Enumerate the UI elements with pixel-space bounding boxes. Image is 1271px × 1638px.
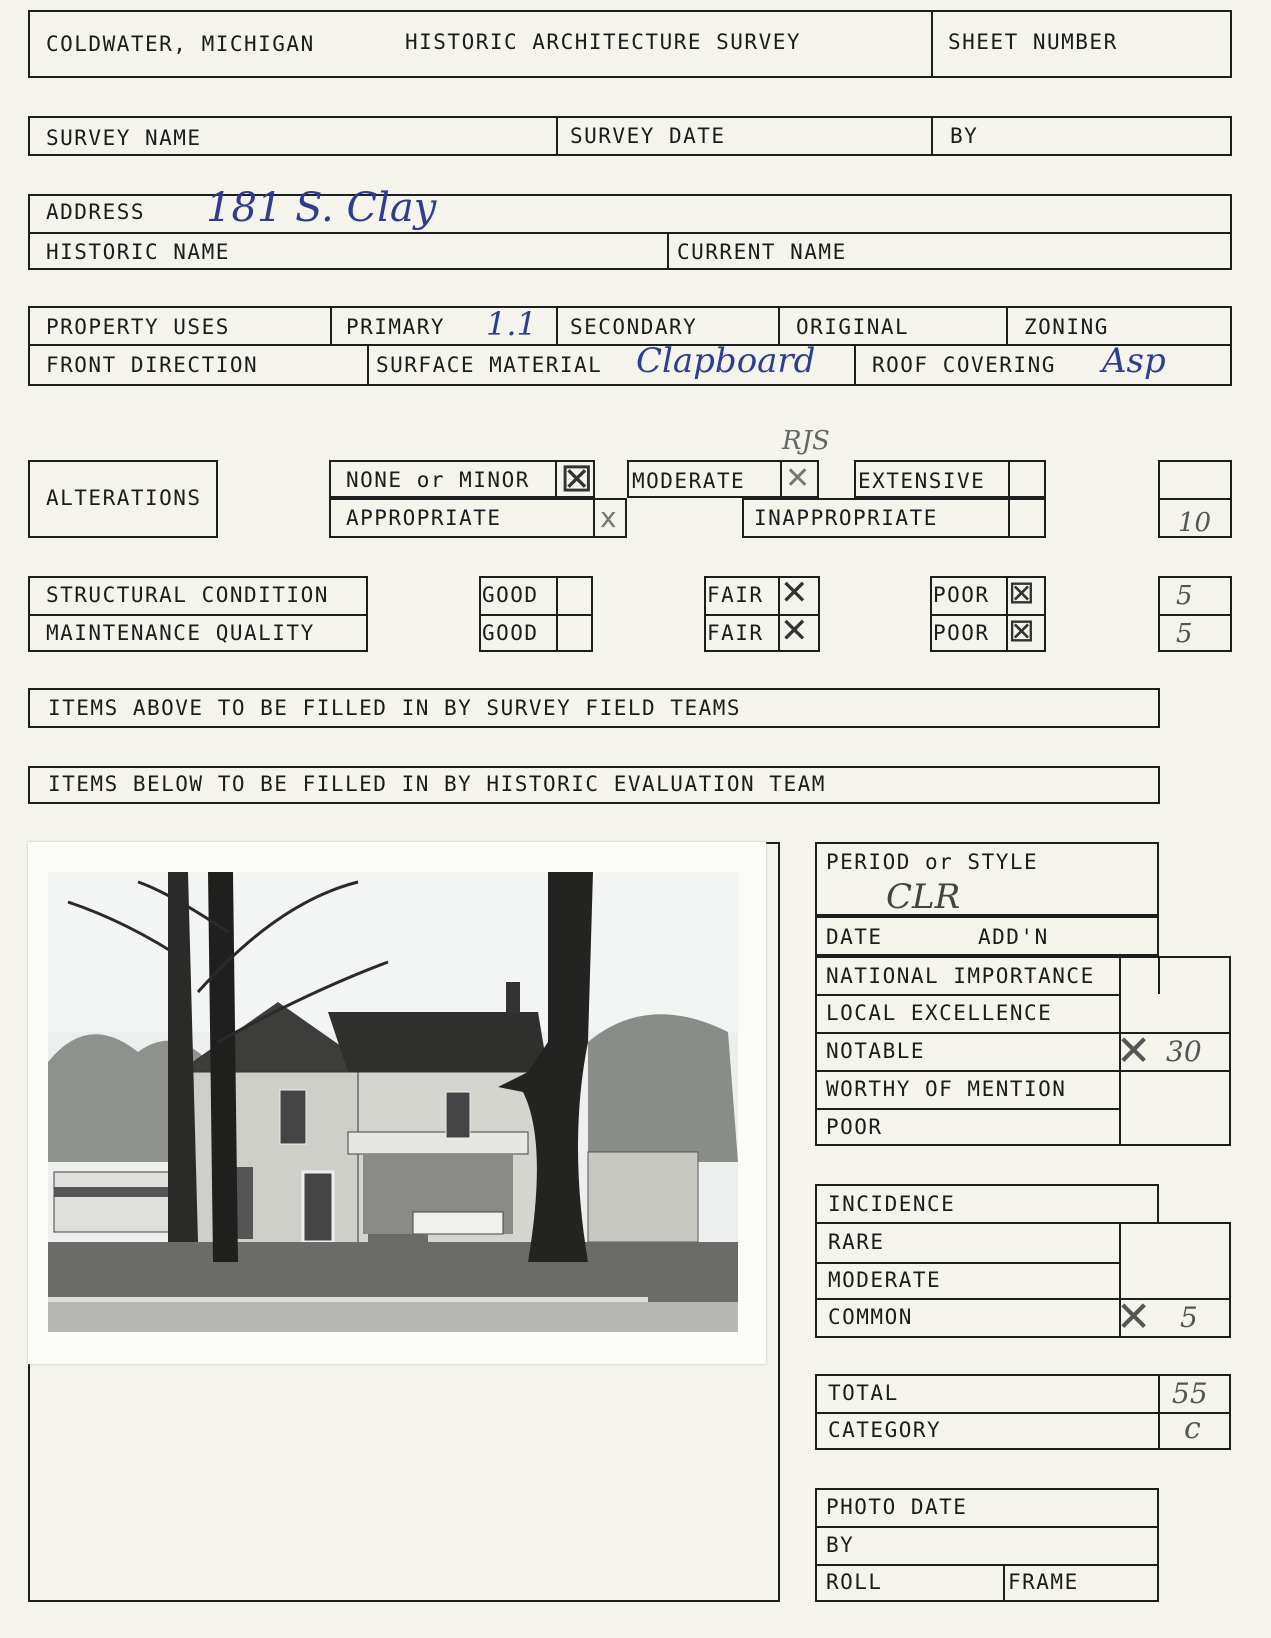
- photo-by-label: BY: [826, 1533, 855, 1557]
- structural-good-label: GOOD: [482, 583, 539, 607]
- form-title: HISTORIC ARCHITECTURE SURVEY: [405, 30, 802, 54]
- secondary-label: SECONDARY: [570, 315, 698, 339]
- maintenance-quality-label: MAINTENANCE QUALITY: [46, 621, 315, 645]
- evaluation-rule-4: [815, 1108, 1119, 1110]
- primary-label: PRIMARY: [346, 315, 446, 339]
- period-value: CLR: [886, 877, 961, 917]
- date-label: DATE: [826, 925, 883, 949]
- structural-score: 5: [1176, 581, 1193, 611]
- structural-condition-label: STRUCTURAL CONDITION: [46, 583, 329, 607]
- national-importance-label: NATIONAL IMPORTANCE: [826, 964, 1095, 988]
- address-rule: [28, 232, 1232, 234]
- above-note: ITEMS ABOVE TO BE FILLED IN BY SURVEY FIELD TEAMS: [48, 696, 742, 720]
- zoning-label: ZONING: [1024, 315, 1109, 339]
- alterations-initials: RJS: [782, 426, 830, 456]
- house-photo-icon: [28, 842, 766, 1364]
- local-excellence-label: LOCAL EXCELLENCE: [826, 1001, 1053, 1025]
- name-divider: [667, 232, 669, 270]
- roof-covering-label: ROOF COVERING: [872, 353, 1056, 377]
- property-divider-3: [778, 306, 780, 344]
- inappropriate-label: INAPPROPRIATE: [754, 506, 938, 530]
- property-divider-5: [367, 344, 369, 386]
- survey-divider-2: [931, 116, 933, 156]
- appropriate-check: x: [600, 501, 617, 534]
- property-divider-4: [1006, 306, 1008, 344]
- address-label: ADDRESS: [46, 200, 146, 224]
- incidence-label: INCIDENCE: [828, 1192, 956, 1216]
- header-divider: [931, 10, 933, 78]
- structural-poor-strike: ⊠: [1008, 573, 1035, 611]
- good-check-divider: [556, 576, 558, 652]
- incidence-rule-2: [815, 1298, 1231, 1300]
- roof-covering-value: Asp: [1102, 341, 1166, 381]
- property-divider-1: [330, 306, 332, 344]
- condition-rule: [28, 614, 368, 616]
- survey-by-label: BY: [950, 124, 979, 148]
- photo-date-label: PHOTO DATE: [826, 1495, 968, 1519]
- surface-material-label: SURFACE MATERIAL: [376, 353, 603, 377]
- below-note: ITEMS BELOW TO BE FILLED IN BY HISTORIC EVALUATION TEAM: [48, 772, 826, 796]
- alterations-label: ALTERATIONS: [46, 486, 202, 510]
- appropriate-label: APPROPRIATE: [346, 506, 502, 530]
- none-minor-check-divider: [555, 460, 557, 498]
- common-check: ✕: [1116, 1292, 1152, 1341]
- addn-label: ADD'N: [978, 925, 1049, 949]
- notable-check: ✕: [1116, 1026, 1152, 1075]
- maintenance-good-label: GOOD: [482, 621, 539, 645]
- historic-name-label: HISTORIC NAME: [46, 240, 230, 264]
- common-label: COMMON: [828, 1305, 913, 1329]
- evaluation-rule-3: [815, 1070, 1231, 1072]
- property-divider-2: [556, 306, 558, 344]
- photo-info-rule-1: [815, 1526, 1159, 1528]
- rare-label: RARE: [828, 1230, 885, 1254]
- category-value: c: [1184, 1411, 1201, 1446]
- total-label: TOTAL: [828, 1381, 899, 1405]
- none-minor-strike: ⊠: [560, 455, 594, 501]
- photo-info-divider: [1003, 1564, 1005, 1602]
- condition-score-rule: [1158, 614, 1232, 616]
- extensive-label: EXTENSIVE: [858, 469, 986, 493]
- evaluation-divider-2: [1158, 956, 1160, 994]
- front-direction-label: FRONT DIRECTION: [46, 353, 259, 377]
- total-rule: [815, 1412, 1231, 1414]
- maintenance-poor-label: POOR: [933, 621, 990, 645]
- notable-label: NOTABLE: [826, 1039, 926, 1063]
- alterations-score-rule: [1158, 498, 1232, 500]
- common-score: 5: [1180, 1301, 1198, 1334]
- incidence-moderate-label: MODERATE: [828, 1268, 942, 1292]
- primary-value: 1.1: [486, 305, 537, 343]
- address-value: 181 S. Clay: [206, 185, 437, 231]
- moderate-label: MODERATE: [632, 469, 746, 493]
- moderate-check: ✕: [785, 461, 811, 496]
- notable-score: 30: [1166, 1035, 1202, 1068]
- category-label: CATEGORY: [828, 1418, 942, 1442]
- none-minor-label: NONE or MINOR: [346, 468, 530, 492]
- current-name-label: CURRENT NAME: [677, 240, 847, 264]
- survey-name-label: SURVEY NAME: [46, 126, 202, 150]
- original-label: ORIGINAL: [796, 315, 910, 339]
- survey-date-label: SURVEY DATE: [570, 124, 726, 148]
- maintenance-fair-check: ✕: [780, 611, 809, 651]
- structural-poor-label: POOR: [933, 583, 990, 607]
- moderate-check-divider: [780, 460, 782, 498]
- photo-info-rule-2: [815, 1564, 1159, 1566]
- incidence-rule-1: [815, 1262, 1119, 1264]
- evaluation-rule-1: [815, 994, 1119, 996]
- property-rule: [28, 344, 1232, 346]
- structural-fair-check: ✕: [780, 573, 809, 613]
- property-uses-label: PROPERTY USES: [46, 315, 230, 339]
- survey-divider-1: [556, 116, 558, 156]
- house-photo: [28, 842, 766, 1364]
- roll-label: ROLL: [826, 1570, 883, 1594]
- frame-label: FRAME: [1008, 1570, 1079, 1594]
- evaluation-poor-label: POOR: [826, 1115, 883, 1139]
- alterations-score: 10: [1178, 508, 1212, 538]
- total-value: 55: [1172, 1377, 1208, 1410]
- maintenance-fair-label: FAIR: [707, 621, 764, 645]
- structural-fair-label: FAIR: [707, 583, 764, 607]
- appropriate-check-divider: [593, 498, 595, 538]
- worthy-label: WORTHY OF MENTION: [826, 1077, 1067, 1101]
- surface-material-value: Clapboard: [636, 341, 816, 381]
- property-divider-6: [854, 344, 856, 386]
- sheet-number-label: SHEET NUMBER: [948, 30, 1118, 54]
- evaluation-rule-2: [815, 1032, 1231, 1034]
- city-label: COLDWATER, MICHIGAN: [46, 32, 315, 56]
- period-label: PERIOD or STYLE: [826, 850, 1039, 874]
- maintenance-score: 5: [1176, 619, 1193, 649]
- good-rule: [479, 614, 593, 616]
- maintenance-poor-strike: ⊠: [1008, 611, 1035, 649]
